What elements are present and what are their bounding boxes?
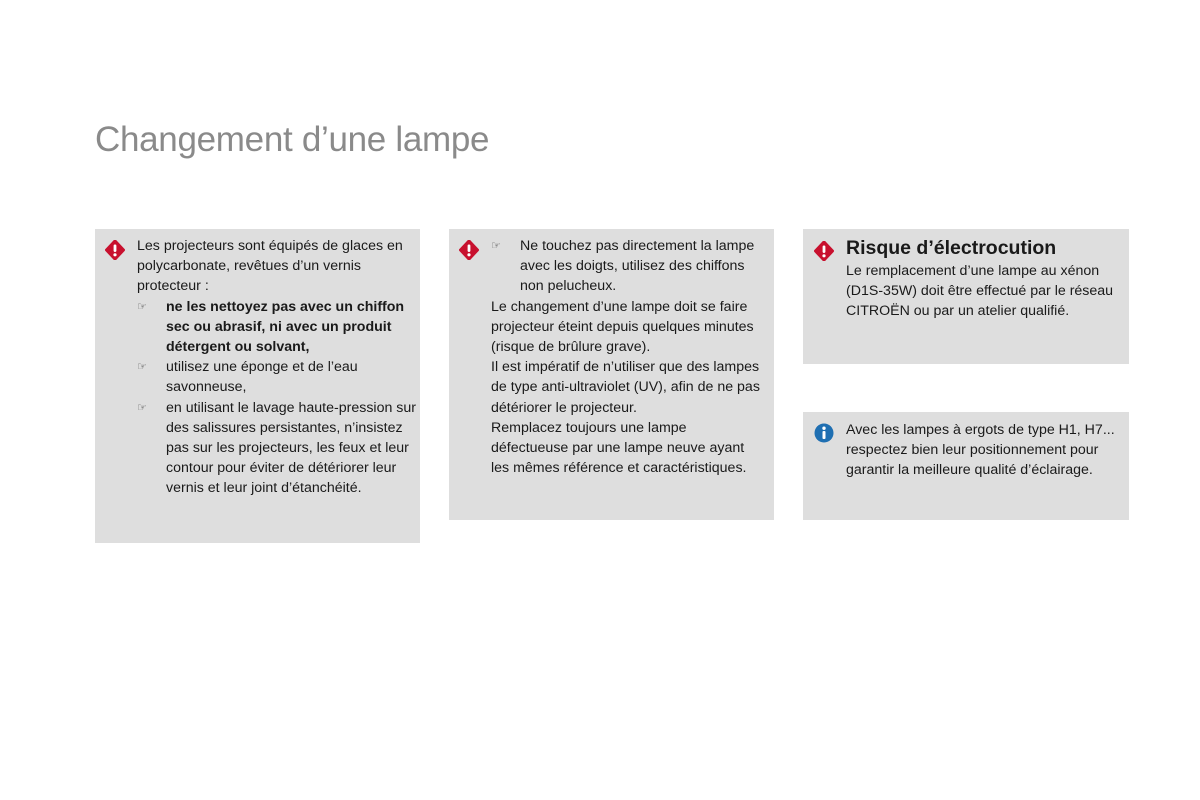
panel-text	[137, 236, 417, 499]
pointing-hand-icon: ☞	[137, 299, 147, 313]
bullet-text: Ne touchez pas directement la lampe avec les doigts, utilisez des chiffons non pelucheux.	[520, 238, 755, 295]
bullet-list	[137, 297, 417, 499]
list-item	[491, 236, 766, 297]
pointing-hand-icon: ☞	[137, 400, 147, 414]
electrocution-warning-panel	[803, 229, 1129, 364]
paragraph: Avec les lampes à ergots de type H1, H7... respectez bien leur positionnement pour garantir la meilleure qualité d’éclairage.	[846, 422, 1115, 479]
list-item	[137, 357, 417, 397]
panel-text	[846, 420, 1122, 481]
bullet-list	[491, 236, 766, 297]
list-item	[137, 297, 417, 358]
paragraph: Remplacez toujours une lampe défectueuse par une lampe neuve ayant les mêmes référence et caractéristiques.	[491, 419, 747, 477]
bullet-text: utilisez une éponge et de l’eau savonneuse,	[166, 359, 358, 396]
info-icon	[814, 423, 834, 443]
panel-text	[491, 236, 766, 478]
panel-heading: Risque d’électrocution	[846, 237, 1057, 259]
bullet-text: en utilisant le lavage haute-pression sur des salissures persistantes, n’insistez pas sur les projecteurs, les feux et leur contour pour éviter de détériorer leur vernis et leur joint d’étanchéité.	[166, 399, 417, 497]
info-panel	[803, 412, 1129, 520]
pointing-hand-icon: ☞	[137, 360, 147, 374]
bullet-text: ne les nettoyez pas avec un chiffon sec ou abrasif, ni avec un produit détergent ou solvant,	[166, 298, 405, 356]
pointing-hand-icon: ☞	[491, 239, 501, 252]
paragraph: Le changement d’une lampe doit se faire projecteur éteint depuis quelques minutes (risque de brûlure grave).	[491, 298, 754, 356]
lamp-handling-panel	[449, 229, 774, 520]
warning-icon	[459, 240, 479, 260]
page-title: Changement d’une lampe	[95, 120, 490, 159]
list-item	[137, 398, 417, 499]
warning-icon	[105, 240, 125, 260]
projector-care-panel	[95, 229, 420, 543]
paragraph: Le remplacement d’une lampe au xénon (D1S-35W) doit être effectué par le réseau CITROËN ou par un atelier qualifié.	[846, 263, 1114, 320]
warning-icon	[814, 241, 834, 261]
panel-text	[846, 235, 1122, 322]
intro-text: Les projecteurs sont équipés de glaces en polycarbonate, revêtues d’un vernis protecteur :	[137, 238, 403, 295]
paragraph: Il est impératif de n’utiliser que des lampes de type anti-ultraviolet (UV), afin de ne pas détériorer le projecteur.	[491, 359, 760, 416]
